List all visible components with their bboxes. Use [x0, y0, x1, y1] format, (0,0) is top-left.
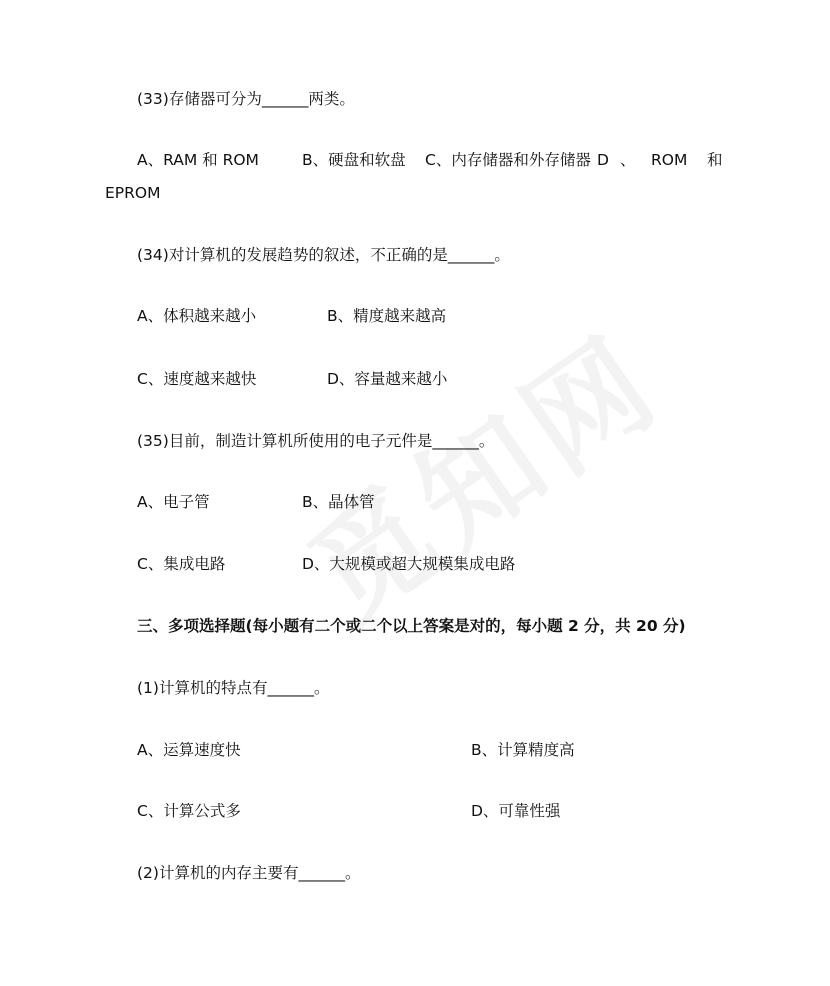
q35-option-b: B、晶体管: [302, 493, 375, 511]
q33-option-c: C、内存储器和外存储器: [425, 151, 591, 169]
q33-question: (33)存储器可分为______两类。: [137, 90, 355, 108]
m1-option-b: B、计算精度高: [471, 741, 575, 759]
m1-question: (1)计算机的特点有______。: [137, 679, 330, 697]
q34-option-b: B、精度越来越高: [327, 307, 447, 325]
q33-option-d-and: 和: [707, 151, 723, 169]
q33-option-d-rom: ROM: [651, 151, 688, 169]
watermark: [271, 289, 689, 654]
q34-question: (34)对计算机的发展趋势的叙述，不正确的是______。: [137, 246, 510, 264]
q34-option-d: D、容量越来越小: [327, 370, 448, 388]
q33-option-d-continuation: EPROM: [105, 184, 161, 202]
q35-question: (35)目前，制造计算机所使用的电子元件是______。: [137, 432, 495, 450]
q33-option-d-separator: 、: [620, 151, 636, 169]
m1-option-a: A、运算速度快: [137, 741, 241, 759]
q34-option-a: A、体积越来越小: [137, 307, 257, 325]
q35-option-c: C、集成电路: [137, 555, 226, 573]
m1-option-c: C、计算公式多: [137, 802, 241, 820]
q33-option-b: B、硬盘和软盘: [302, 151, 406, 169]
m1-option-d: D、可靠性强: [471, 802, 561, 820]
q33-option-a: A、RAM 和 ROM: [137, 151, 259, 169]
section-heading: 三、多项选择题(每小题有二个或二个以上答案是对的，每小题 2 分，共 20 分): [137, 617, 686, 635]
q35-option-d: D、大规模或超大规模集成电路: [302, 555, 516, 573]
q34-option-c: C、速度越来越快: [137, 370, 257, 388]
q33-option-d-letter: D: [597, 151, 609, 169]
q35-option-a: A、电子管: [137, 493, 210, 511]
m2-question: (2)计算机的内存主要有______。: [137, 864, 361, 882]
